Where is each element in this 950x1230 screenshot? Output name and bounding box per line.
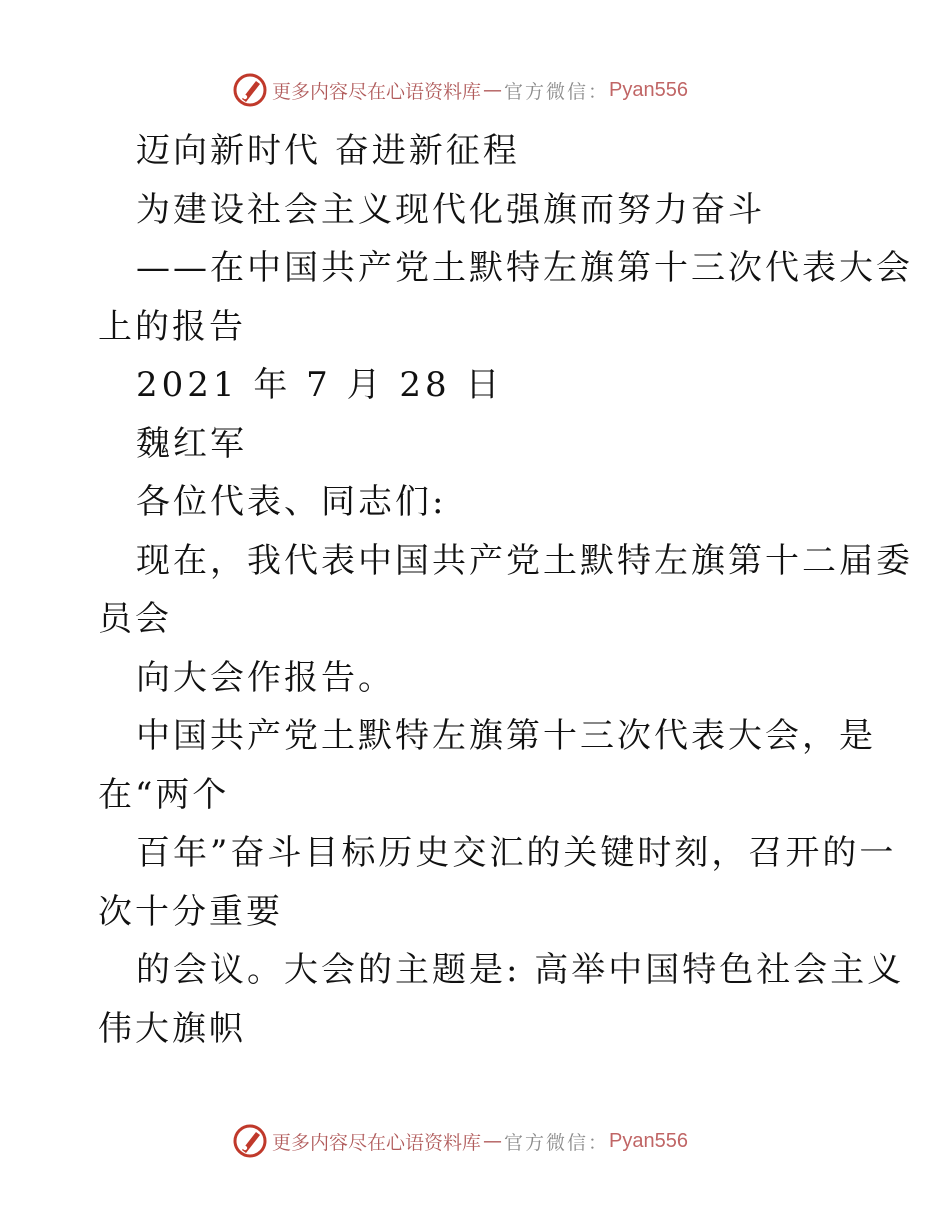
doc-date: 2021 年 7 月 28 日	[136, 365, 504, 405]
watermark-dash: —	[483, 1130, 503, 1152]
doc-paragraph-line: 员会	[98, 599, 172, 639]
pen-logo-icon	[232, 72, 268, 108]
doc-title-line1: 迈向新时代 奋进新征程	[136, 131, 520, 171]
watermark-wechat-id: Pyan556	[609, 78, 688, 101]
document-body	[98, 122, 913, 1058]
doc-paragraph-line: 百年”奋斗目标历史交汇的关键时刻，召开的一	[136, 833, 897, 873]
watermark-footer	[232, 1121, 688, 1161]
watermark-wechat-label: 官方微信：	[504, 1131, 610, 1154]
watermark-site: 更多内容尽在心语资料库	[272, 1131, 482, 1154]
doc-subtitle-line1: ——在中国共产党土默特左旗第十三次代表大会	[136, 248, 913, 288]
watermark-wechat-label: 官方微信：	[504, 80, 610, 103]
doc-salutation: 各位代表、同志们:	[136, 482, 447, 522]
pen-logo-icon	[232, 1123, 268, 1159]
doc-title-line2: 为建设社会主义现代化强旗而努力奋斗	[136, 189, 765, 230]
watermark-dash: —	[483, 79, 503, 101]
doc-paragraph-line: 向大会作报告。	[136, 657, 395, 698]
watermark-site: 更多内容尽在心语资料库	[272, 80, 482, 103]
doc-paragraph-line: 次十分重要	[98, 891, 283, 932]
watermark-wechat-id: Pyan556	[609, 1129, 688, 1152]
doc-paragraph-line: 伟大旗帜	[98, 1008, 246, 1049]
doc-paragraph-line: 的会议。大会的主题是: 高举中国特色社会主义	[136, 950, 905, 990]
watermark-header	[232, 70, 688, 110]
doc-paragraph-line: 在“两个	[98, 774, 230, 815]
doc-paragraph-line: 中国共产党土默特左旗第十三次代表大会，是	[136, 716, 876, 756]
doc-author: 魏红军	[136, 423, 247, 464]
doc-paragraph-line: 现在，我代表中国共产党土默特左旗第十二届委	[136, 540, 913, 581]
doc-subtitle-line2: 上的报告	[98, 306, 246, 347]
